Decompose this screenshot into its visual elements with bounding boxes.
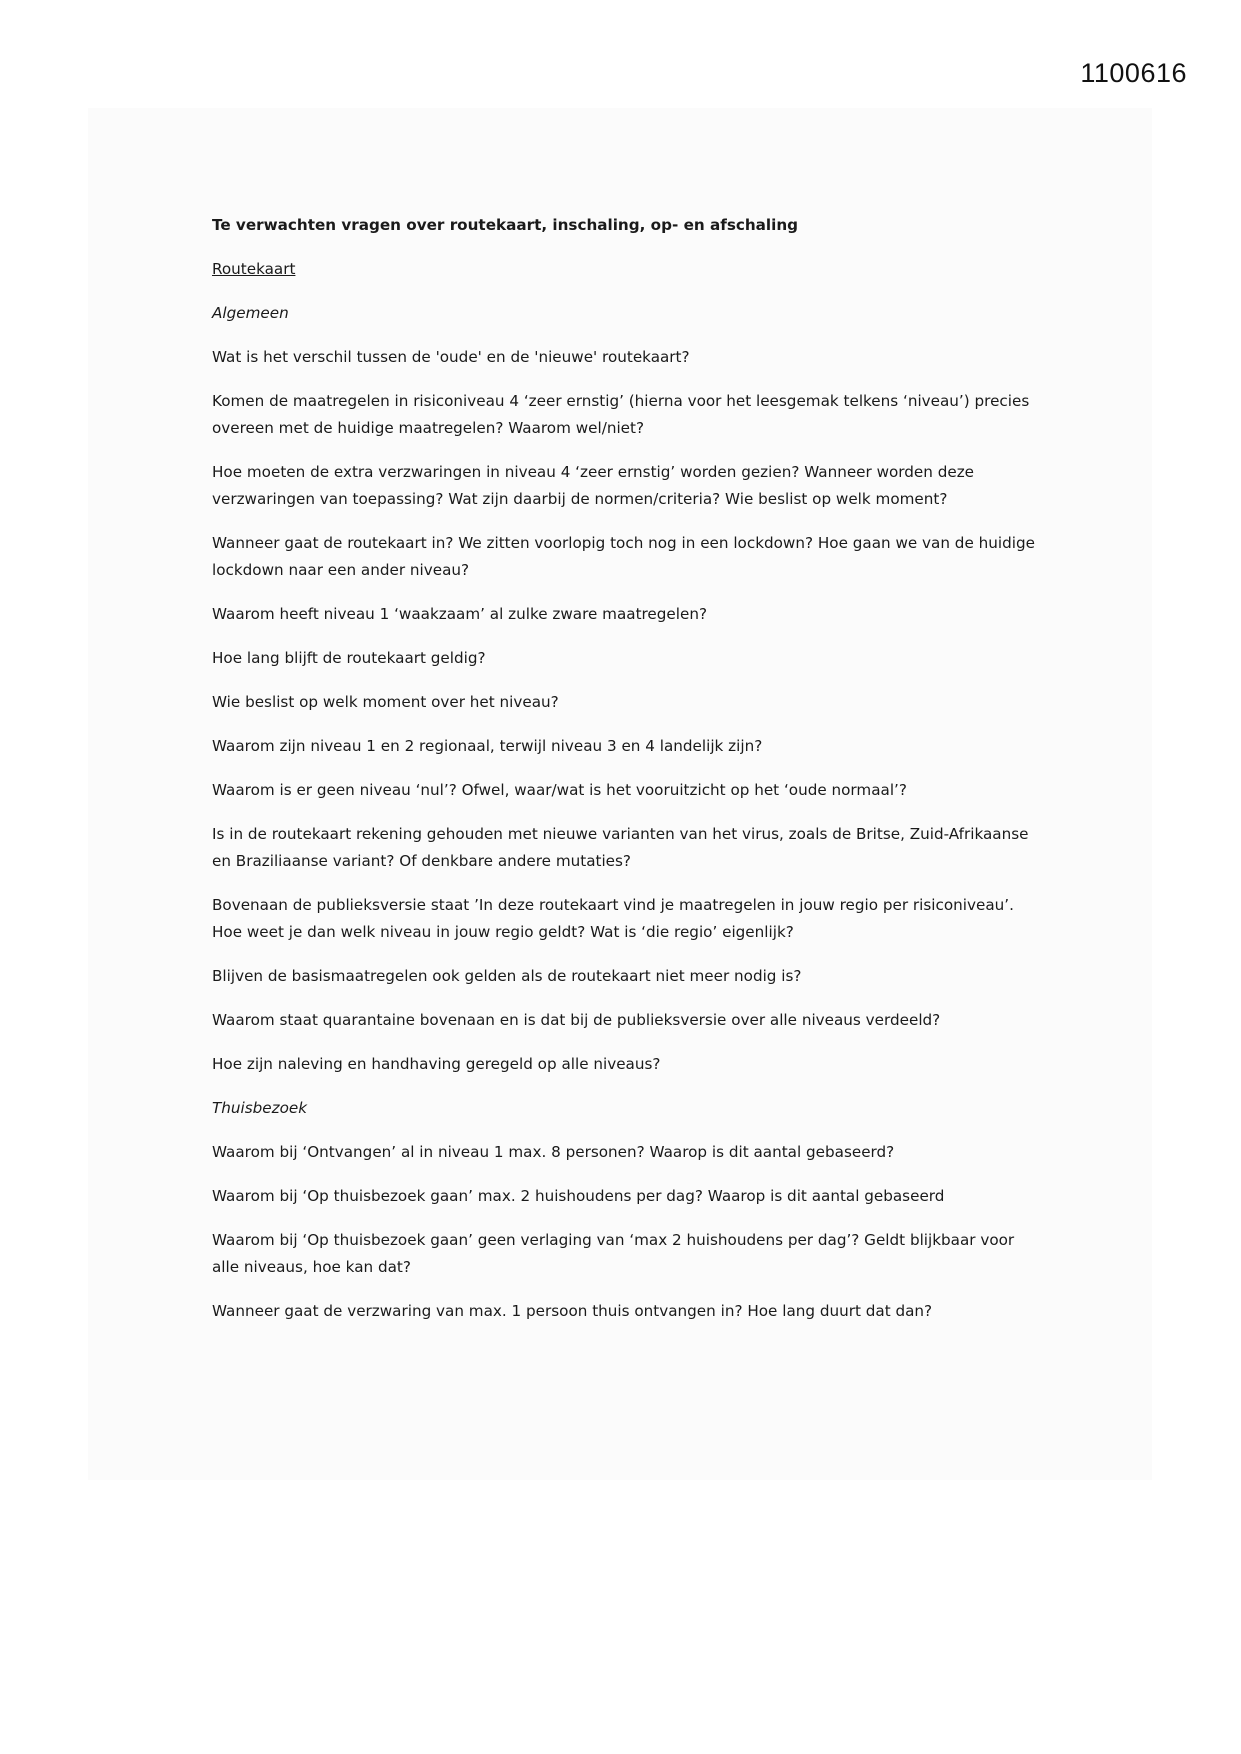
question: Blijven de basismaatregelen ook gelden als de routekaart niet meer nodig is? bbox=[212, 967, 802, 985]
subsection-heading-algemeen: Algemeen bbox=[212, 304, 289, 322]
document-title: Te verwachten vragen over routekaart, inschaling, op- en afschaling bbox=[212, 216, 799, 234]
question: Waarom zijn niveau 1 en 2 regionaal, terwijl niveau 3 en 4 landelijk zijn? bbox=[212, 737, 763, 755]
question: Wie beslist op welk moment over het niveau? bbox=[212, 693, 559, 711]
question: Waarom is er geen niveau ‘nul’? Ofwel, waar/wat is het vooruitzicht op het ‘oude normaal’? bbox=[212, 781, 907, 799]
question: Hoe moeten de extra verzwaringen in niveau 4 ‘zeer ernstig’ worden gezien? Wanneer worden deze verzwaringen van toepassing? Wat zijn daarbij de normen/criteria? Wie beslist op welk moment? bbox=[212, 463, 975, 508]
section-heading-routekaart: Routekaart bbox=[212, 260, 296, 278]
question: Wanneer gaat de routekaart in? We zitten voorlopig toch nog in een lockdown? Hoe gaan we van de huidige lockdown naar een ander niveau? bbox=[212, 534, 1035, 579]
document-body bbox=[212, 212, 1042, 1342]
question: Hoe zijn naleving en handhaving geregeld op alle niveaus? bbox=[212, 1055, 661, 1073]
question: Waarom staat quarantaine bovenaan en is dat bij de publieksversie over alle niveaus verdeeld? bbox=[212, 1011, 941, 1029]
question: Wanneer gaat de verzwaring van max. 1 persoon thuis ontvangen in? Hoe lang duurt dat dan? bbox=[212, 1302, 933, 1320]
question: Is in de routekaart rekening gehouden met nieuwe varianten van het virus, zoals de Britse, Zuid-Afrikaanse en Braziliaanse variant? Of denkbare andere mutaties? bbox=[212, 825, 1029, 870]
question: Wat is het verschil tussen de 'oude' en de 'nieuwe' routekaart? bbox=[212, 348, 690, 366]
question: Waarom bij ‘Op thuisbezoek gaan’ max. 2 huishoudens per dag? Waarop is dit aantal gebaseerd bbox=[212, 1187, 945, 1205]
question: Komen de maatregelen in risiconiveau 4 ‘zeer ernstig’ (hierna voor het leesgemak telkens ‘niveau’) precies overeen met de huidige maatregelen? Waarom wel/niet? bbox=[212, 392, 1030, 437]
question: Waarom bij ‘Op thuisbezoek gaan’ geen verlaging van ‘max 2 huishoudens per dag’? Geldt blijkbaar voor alle niveaus, hoe kan dat? bbox=[212, 1231, 1015, 1276]
question: Bovenaan de publieksversie staat ’In deze routekaart vind je maatregelen in jouw regio per risiconiveau’. Hoe weet je dan welk niveau in jouw regio geldt? Wat is ‘die regio’ eigenlijk? bbox=[212, 896, 1014, 941]
question: Waarom heeft niveau 1 ‘waakzaam’ al zulke zware maatregelen? bbox=[212, 605, 708, 623]
question: Waarom bij ‘Ontvangen’ al in niveau 1 max. 8 personen? Waarop is dit aantal gebaseerd? bbox=[212, 1143, 895, 1161]
subsection-heading-thuisbezoek: Thuisbezoek bbox=[212, 1099, 308, 1117]
document-number: 1100616 bbox=[1080, 58, 1187, 88]
question: Hoe lang blijft de routekaart geldig? bbox=[212, 649, 486, 667]
